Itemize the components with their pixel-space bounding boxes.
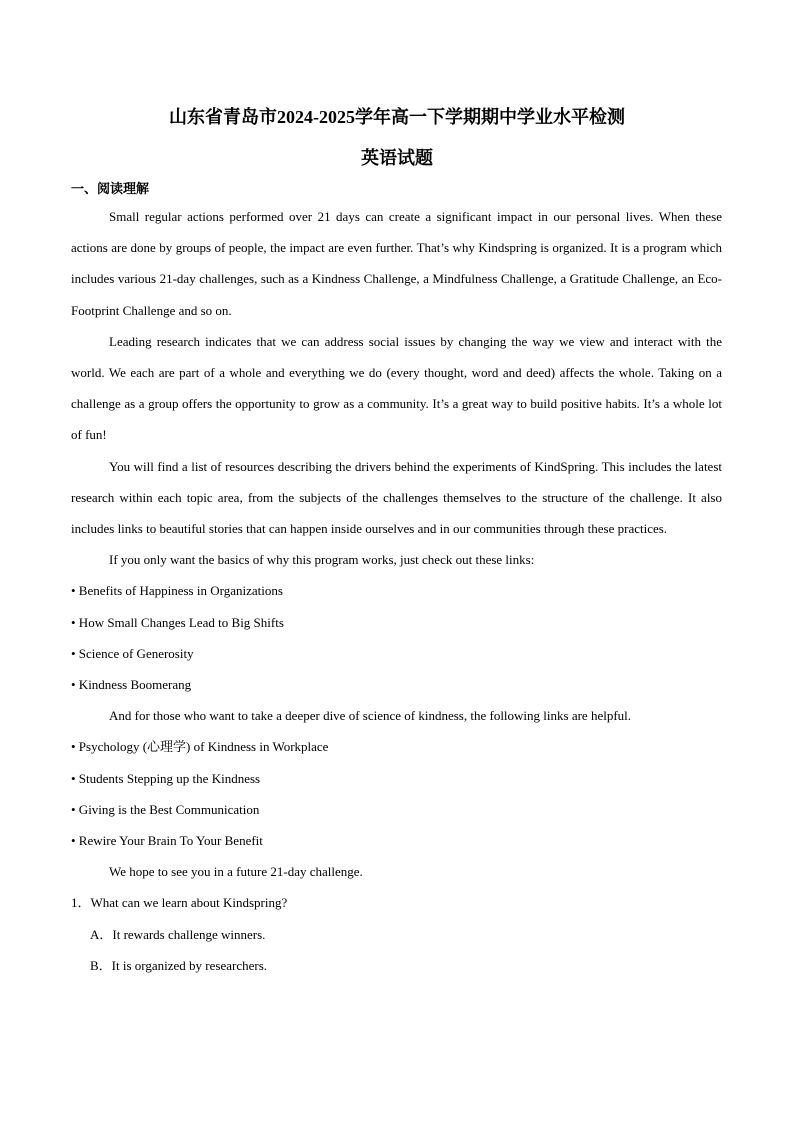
option-b: B．It is organized by researchers. [90,957,268,973]
passage-body [71,201,722,981]
closing-line: We hope to see you in a future 21-day challenge. [109,864,363,880]
deeper-link-4: • Rewire Your Brain To Your Benefit [71,833,263,849]
document-title: 山东省青岛市2024-2025学年高一下学期期中学业水平检测 [169,107,625,127]
deeper-link-1: • Psychology (心理学) of Kindness in Workplace [71,739,329,755]
paragraph-2: Leading research indicates that we can address social issues by changing the way we view and interact with the world. We each are part of a whole and everything we do (every thought, word and deed) affects the whole. Taking on a challenge as a group offers the opportunity to grow as a community. It’s a great way to build positive habits. It’s a whole lot of fun! [71,333,722,443]
paragraph-3: You will find a list of resources describing the drivers behind the experiments of KindSpring. This includes the latest research within each topic area, from the subjects of the challenges themselves to the structure of the challenge. It also includes links to beautiful stories that can happen inside ourselves and in our communities through these practices. [71,458,722,537]
option-a: A．It rewards challenge winners. [90,926,266,942]
deeper-link-3: • Giving is the Best Communication [71,801,260,817]
basics-link-1: • Benefits of Happiness in Organizations [71,583,283,599]
question-1: 1．What can we learn about Kindspring? [71,895,288,911]
paragraph-1: Small regular actions performed over 21 days can create a significant impact in our personal lives. When these actions are done by groups of people, the impact are even further. That’s why Kindspring is organized. It is a program which includes various 21-day challenges, such as a Kindness Challenge, a Mindfulness Challenge, a Gratitude Challenge, an Eco-Footprint Challenge and so on. [71,209,722,318]
basics-link-4: • Kindness Boomerang [71,677,192,693]
section-heading: 一、阅读理解 [71,181,150,196]
deeper-intro: And for those who want to take a deeper dive of science of kindness, the following links are helpful. [109,708,632,724]
deeper-link-2: • Students Stepping up the Kindness [71,770,261,786]
document-subtitle: 英语试题 [361,148,433,168]
basics-link-3: • Science of Generosity [71,645,194,661]
basics-intro: If you only want the basics of why this program works, just check out these links: [109,552,535,568]
basics-link-2: • How Small Changes Lead to Big Shifts [71,614,284,630]
